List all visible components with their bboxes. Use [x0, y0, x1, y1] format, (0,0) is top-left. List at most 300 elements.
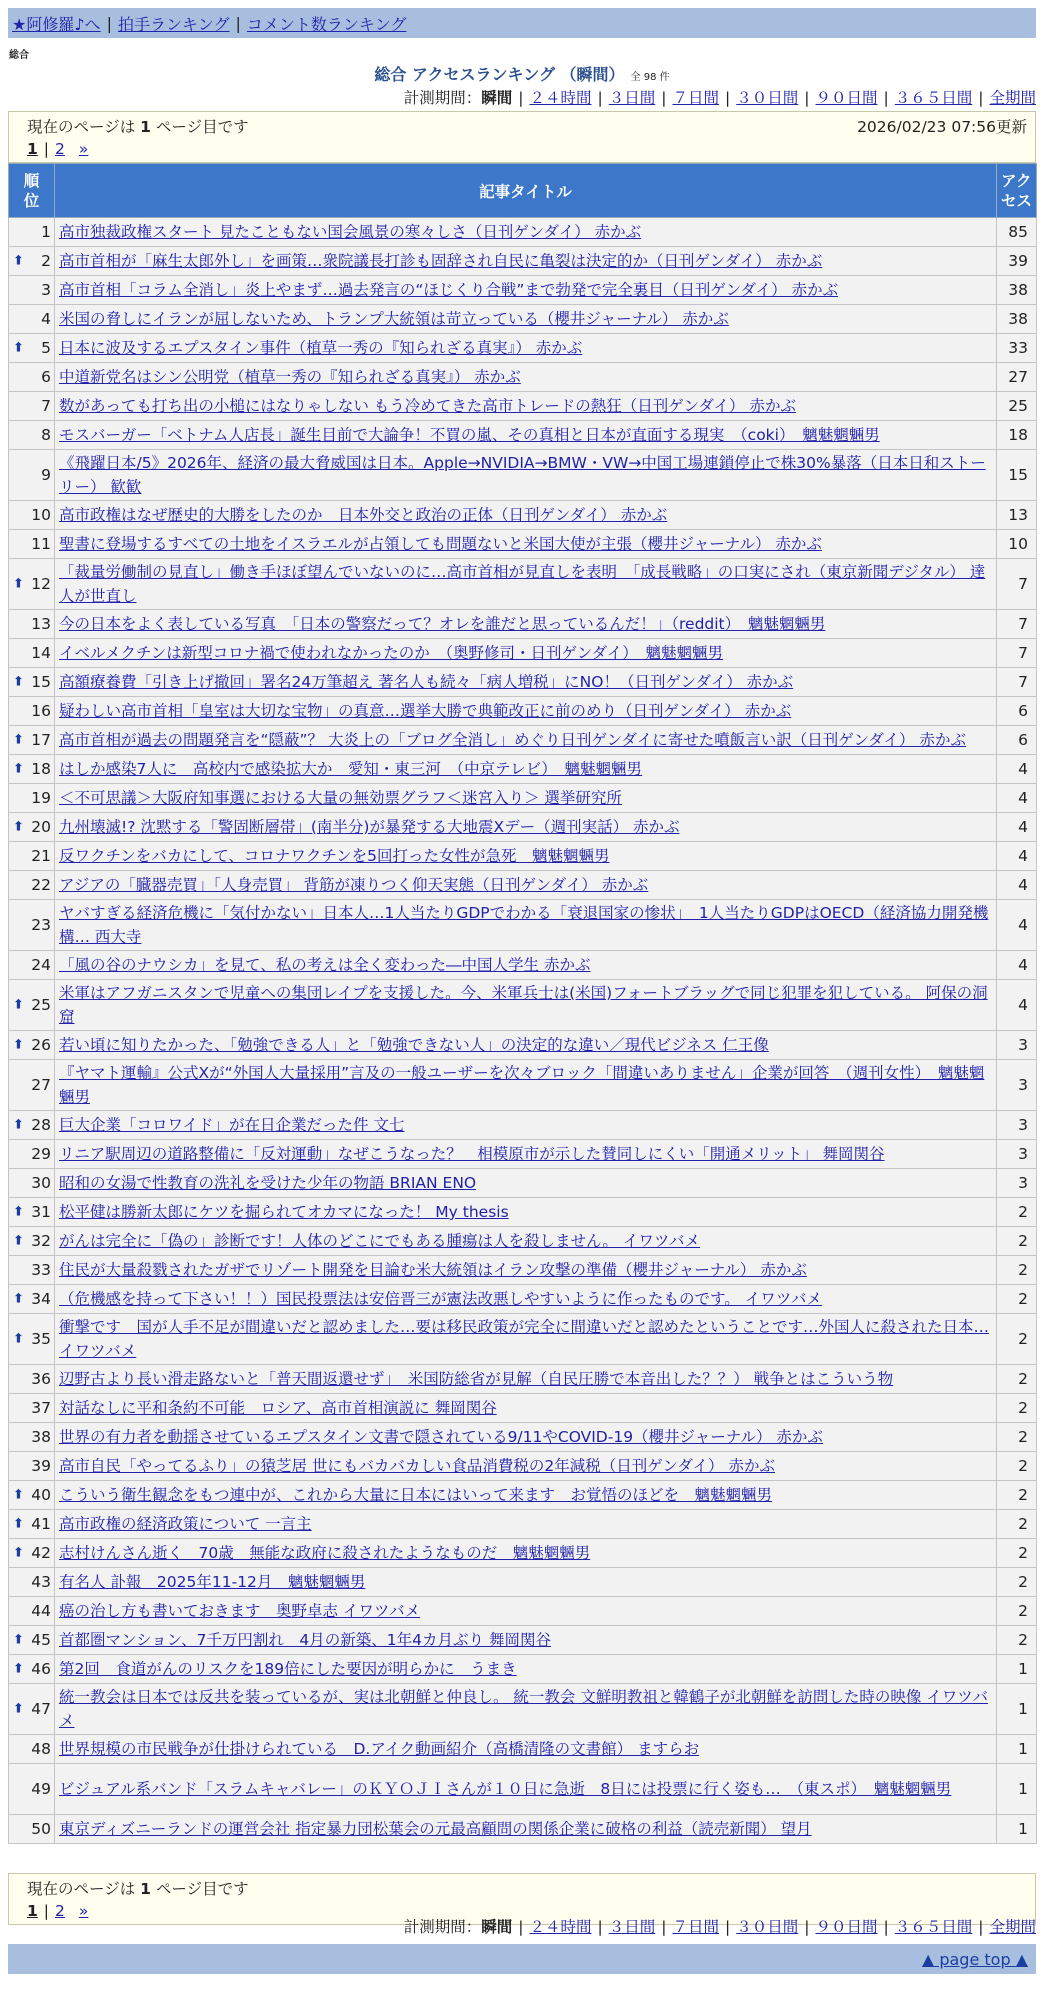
table-row — [9, 1452, 1037, 1481]
article-title-link[interactable]: 高市首相が過去の問題発言を“隠蔽”？ 大炎上の「ブログ全消し」めぐり日刊ゲンダイに寄せた噴飯言い訳（日刊ゲンダイ） 赤かぶ — [59, 731, 966, 749]
article-title-link[interactable]: （危機感を持って下さい！！）国民投票法は安倍晋三が憲法改悪しやすいように作ったものです。 イワツバメ — [59, 1290, 822, 1308]
article-title-link[interactable]: こういう衛生観念をもつ連中が、これから大量に日本にはいって来ます お覚悟のほどを 魑魅魍魎男 — [59, 1486, 773, 1504]
access-count: 1 — [997, 1684, 1037, 1735]
bottom-bar — [8, 1944, 1036, 1974]
table-row — [9, 726, 1037, 755]
up-arrow-icon: ⬆ — [13, 997, 24, 1013]
access-count: 38 — [997, 276, 1037, 305]
access-count: 2 — [997, 1314, 1037, 1365]
access-count: 2 — [997, 1227, 1037, 1256]
article-title-link[interactable]: 昭和の女湯で性教育の洗礼を受けた少年の物語 BRIAN ENO — [59, 1174, 477, 1192]
access-count: 4 — [997, 842, 1037, 871]
article-title-link[interactable]: 高市首相「コラム全消し」炎上やまず…過去発言の“ほじくり合戦”まで勃発で完全裏目（日刊ゲンダイ） 赤かぶ — [59, 281, 839, 299]
rank-cell — [9, 530, 55, 559]
rank-number: 42 — [31, 1544, 51, 1562]
title-cell — [55, 1510, 997, 1539]
rank-cell — [9, 842, 55, 871]
table-row — [9, 1735, 1037, 1764]
article-title-link[interactable]: 対話なしに平和条約不可能 ロシア、高市首相演説に 舞岡関谷 — [59, 1399, 497, 1417]
rank-cell — [9, 1684, 55, 1735]
article-title-link[interactable]: リニア駅周辺の道路整備に「反対運動」なぜこうなった？ 相模原市が示した賛同しにくい「開通メリット」 舞岡関谷 — [59, 1145, 885, 1163]
access-count: 2 — [997, 1285, 1037, 1314]
rank-number: 11 — [31, 535, 51, 553]
title-cell — [55, 755, 997, 784]
pager-bottom: 1 | 2 » — [27, 1902, 89, 1920]
rank-number: 17 — [31, 731, 51, 749]
article-title-link[interactable]: 志村けんさん逝く 70歳 無能な政府に殺されたようなものだ 魑魅魍魎男 — [59, 1544, 591, 1562]
up-arrow-icon: ⬆ — [13, 1701, 24, 1717]
title-cell — [55, 784, 997, 813]
table-row — [9, 501, 1037, 530]
rank-number: 15 — [31, 673, 51, 691]
table-row — [9, 1481, 1037, 1510]
table-row — [9, 1655, 1037, 1684]
rank-number: 48 — [31, 1740, 51, 1758]
article-title-link[interactable]: 米国の脅しにイランが屈しないため、トランプ大統領は苛立っている（櫻井ジャーナル） 赤かぶ — [59, 310, 729, 328]
pager-next[interactable]: » — [78, 140, 89, 158]
rank-number: 37 — [31, 1399, 51, 1417]
table-row — [9, 639, 1037, 668]
title-cell — [55, 951, 997, 980]
access-count: 6 — [997, 697, 1037, 726]
access-count: 1 — [997, 1655, 1037, 1684]
article-title-link[interactable]: 高市政権の経済政策について 一言主 — [59, 1515, 312, 1533]
rank-cell — [9, 1655, 55, 1684]
access-count: 2 — [997, 1510, 1037, 1539]
top-nav-bar — [8, 8, 1036, 38]
rank-number: 46 — [31, 1660, 51, 1678]
up-arrow-icon: ⬆ — [13, 1545, 24, 1561]
applause-ranking-link[interactable]: 拍手ランキング — [117, 14, 230, 34]
rank-cell — [9, 559, 55, 610]
rank-cell — [9, 1227, 55, 1256]
rank-cell — [9, 1626, 55, 1655]
title-cell — [55, 450, 997, 501]
access-count: 2 — [997, 1481, 1037, 1510]
rank-cell — [9, 450, 55, 501]
table-row — [9, 1285, 1037, 1314]
access-count: 13 — [997, 501, 1037, 530]
comment-ranking-link[interactable]: コメント数ランキング — [246, 14, 407, 34]
table-row — [9, 1198, 1037, 1227]
table-row — [9, 813, 1037, 842]
rank-cell — [9, 1314, 55, 1365]
article-title-link[interactable]: ビジュアル系バンド「スラムキャバレー」のＫＹＯＪＩさんが１０日に急逝 8日には投票に行く姿も… （東スポ） 魑魅魍魎男 — [59, 1780, 952, 1798]
table-row — [9, 421, 1037, 450]
title-cell — [55, 1764, 997, 1815]
table-row — [9, 1365, 1037, 1394]
table-row — [9, 900, 1037, 951]
article-title-link[interactable]: 疑わしい高市首相「皇室は大切な宝物」の真意…選挙大勝で典範改正に前のめり（日刊ゲンダイ） 赤かぶ — [59, 702, 792, 720]
up-arrow-icon: ⬆ — [13, 1632, 24, 1648]
article-title-link[interactable]: 第2回 食道がんのリスクを189倍にした要因が明らかに うまき — [59, 1660, 517, 1678]
rank-cell — [9, 501, 55, 530]
rank-number: 41 — [31, 1515, 51, 1533]
table-row — [9, 1539, 1037, 1568]
period-option-link[interactable]: ３６５日間 — [894, 89, 973, 107]
title-cell — [55, 1169, 997, 1198]
table-row — [9, 1314, 1037, 1365]
rank-number: 22 — [31, 876, 51, 894]
article-title-link[interactable]: はしか感染7人に 高校内で感染拡大か 愛知・東三河 （中京テレビ） 魑魅魍魎男 — [59, 760, 643, 778]
section-label: 総合 — [9, 50, 29, 61]
period-current: 瞬間 — [481, 1918, 513, 1936]
title-cell — [55, 1198, 997, 1227]
title-cell — [55, 900, 997, 951]
article-title-link[interactable]: 衝撃です 国が人手不足が間違いだと認めました…要は移民政策が完全に間違いだと認めたということです…外国人に殺された日本… イワツバメ — [59, 1318, 990, 1360]
access-count: 6 — [997, 726, 1037, 755]
rank-number: 8 — [41, 426, 51, 444]
title-cell — [55, 305, 997, 334]
rank-cell — [9, 1815, 55, 1844]
article-title-link[interactable]: 住民が大量殺戮されたガザでリゾート開発を目論む米大統領はイラン攻撃の準備（櫻井ジャーナル） 赤かぶ — [59, 1261, 807, 1279]
rank-cell — [9, 1140, 55, 1169]
article-title-link[interactable]: 「風の谷のナウシカ」を見て、私の考えは全く変わった―中国人学生 赤かぶ — [59, 956, 591, 974]
period-option-link[interactable]: ７日間 — [672, 89, 719, 107]
title-cell — [55, 813, 997, 842]
access-count: 2 — [997, 1198, 1037, 1227]
rank-number: 35 — [31, 1330, 51, 1348]
table-row — [9, 951, 1037, 980]
table-row — [9, 871, 1037, 900]
access-count: 25 — [997, 392, 1037, 421]
table-row — [9, 1031, 1037, 1060]
rank-cell — [9, 1169, 55, 1198]
title-cell — [55, 1111, 997, 1140]
title-cell — [55, 842, 997, 871]
rank-number: 5 — [41, 339, 51, 357]
period-option-link[interactable]: ２４時間 — [529, 1918, 592, 1936]
article-title-link[interactable]: 統一教会は日本では反共を装っているが、実は北朝鮮と仲良し。 統一教会 文鮮明教祖と韓鶴子が北朝鮮を訪問した時の映像 イワツバメ — [59, 1688, 988, 1730]
article-title-link[interactable]: 「裁量労働制の見直し」働き手ほぼ望んでいないのに…高市首相が見直しを表明 「成長戦略」の口実にされ（東京新聞デジタル） 達人が世直し — [59, 563, 986, 605]
up-arrow-icon: ⬆ — [13, 1037, 24, 1053]
table-row — [9, 392, 1037, 421]
rank-cell — [9, 1256, 55, 1285]
period-option-link[interactable]: ３０日間 — [736, 1918, 799, 1936]
col-header-title: 記事タイトル — [55, 164, 997, 218]
rank-cell — [9, 1510, 55, 1539]
article-title-link[interactable]: 反ワクチンをバカにして、コロナワクチンを5回打った女性が急死 魑魅魍魎男 — [59, 847, 610, 865]
rank-cell — [9, 1568, 55, 1597]
table-row — [9, 842, 1037, 871]
article-title-link[interactable]: 高市政権はなぜ歴史的大勝をしたのか 日本外交と政治の正体（日刊ゲンダイ） 赤かぶ — [59, 506, 668, 524]
article-title-link[interactable]: 癌の治し方も書いておきます 奥野卓志 イワツバメ — [59, 1602, 421, 1620]
rank-cell — [9, 1111, 55, 1140]
article-title-link[interactable]: 日本に波及するエプスタイン事件（植草一秀の『知られざる真実』） 赤かぶ — [59, 339, 583, 357]
article-title-link[interactable]: 有名人 訃報 2025年11-12月 魑魅魍魎男 — [59, 1573, 366, 1591]
access-count: 2 — [997, 1365, 1037, 1394]
access-count: 85 — [997, 218, 1037, 247]
access-count: 1 — [997, 1815, 1037, 1844]
title-cell — [55, 1423, 997, 1452]
rank-number: 3 — [41, 281, 51, 299]
rank-number: 9 — [41, 466, 51, 484]
nav-separator: | — [106, 13, 112, 33]
title-cell — [55, 1655, 997, 1684]
rank-cell — [9, 334, 55, 363]
rank-number: 33 — [31, 1261, 51, 1279]
table-row — [9, 559, 1037, 610]
rank-cell — [9, 1735, 55, 1764]
period-option-link[interactable]: ７日間 — [672, 1918, 719, 1936]
rank-number: 14 — [31, 644, 51, 662]
up-arrow-icon: ⬆ — [13, 732, 24, 748]
title-cell — [55, 1140, 997, 1169]
col-header-rank: 順位 — [9, 164, 55, 218]
title-cell — [55, 1256, 997, 1285]
rank-number: 27 — [31, 1076, 51, 1094]
rank-number: 13 — [31, 615, 51, 633]
access-count: 7 — [997, 639, 1037, 668]
rank-number: 4 — [41, 310, 51, 328]
access-count: 2 — [997, 1597, 1037, 1626]
article-title-link[interactable]: がんは完全に「偽の」診断です！人体のどこにでもある腫瘍は人を殺しません。 イワツバメ — [59, 1232, 701, 1250]
rank-cell — [9, 1198, 55, 1227]
rank-cell — [9, 1285, 55, 1314]
access-count: 33 — [997, 334, 1037, 363]
rank-number: 26 — [31, 1036, 51, 1054]
title-cell — [55, 501, 997, 530]
table-row — [9, 1256, 1037, 1285]
access-count: 2 — [997, 1423, 1037, 1452]
article-title-link[interactable]: 米軍はアフガニスタンで児童への集団レイプを支援した。今、米軍兵士は(米国)フォートブラッグで同じ犯罪を犯している。 阿保の洞窟 — [59, 984, 988, 1026]
rank-number: 30 — [31, 1174, 51, 1192]
rank-number: 12 — [31, 575, 51, 593]
rank-number: 1 — [41, 223, 51, 241]
pager-page-2[interactable]: 2 — [55, 140, 65, 158]
rank-cell — [9, 755, 55, 784]
table-row — [9, 1626, 1037, 1655]
title-cell — [55, 1597, 997, 1626]
rank-cell — [9, 668, 55, 697]
article-title-link[interactable]: 東京ディズニーランドの運営会社 指定暴力団松葉会の元最高顧問の関係企業に破格の利益（読売新聞） 望月 — [59, 1820, 812, 1838]
article-title-link[interactable]: 『ヤマト運輸』公式Xが“外国人大量採用”言及の一般ユーザーを次々ブロック「間違いありません」企業が回答 （週刊女性） 魑魅魍魎男 — [59, 1064, 985, 1106]
rank-number: 34 — [31, 1290, 51, 1308]
article-title-link[interactable]: 《飛躍日本/5》2026年、経済の最大脅威国は日本。Apple→NVIDIA→BMW・VW→中国工場連鎖停止で株30%暴落（日本日和ストーリー） 歓歓 — [59, 454, 986, 496]
rank-number: 2 — [41, 252, 51, 270]
title-cell — [55, 871, 997, 900]
rank-number: 18 — [31, 760, 51, 778]
title-cell — [55, 559, 997, 610]
rank-cell — [9, 871, 55, 900]
rank-number: 7 — [41, 397, 51, 415]
period-option-link[interactable]: ９０日間 — [815, 89, 878, 107]
rank-number: 10 — [31, 506, 51, 524]
article-title-link[interactable]: 高市独裁政権スタート 見たこともない国会風景の寒々しさ（日刊ゲンダイ） 赤かぶ — [59, 223, 642, 241]
rank-cell — [9, 1764, 55, 1815]
table-row — [9, 1060, 1037, 1111]
access-count: 2 — [997, 1452, 1037, 1481]
table-row — [9, 784, 1037, 813]
article-title-link[interactable]: 高市自民「やってるふり」の猿芝居 世にもバカバカしい食品消費税の2年減税（日刊ゲンダイ） 赤かぶ — [59, 1457, 775, 1475]
access-count: 4 — [997, 951, 1037, 980]
article-title-link[interactable]: イベルメクチンは新型コロナ禍で使われなかったのか （奥野修司・日刊ゲンダイ） 魑魅魍魎男 — [59, 644, 724, 662]
period-option-link[interactable]: ９０日間 — [815, 1918, 878, 1936]
title-cell — [55, 530, 997, 559]
page-title — [0, 62, 1044, 85]
title-cell — [55, 1285, 997, 1314]
up-arrow-icon: ⬆ — [13, 1204, 24, 1220]
table-row — [9, 755, 1037, 784]
period-option-link[interactable]: ３日間 — [608, 1918, 656, 1936]
rank-cell — [9, 813, 55, 842]
title-cell — [55, 639, 997, 668]
title-cell — [55, 610, 997, 639]
table-row — [9, 1111, 1037, 1140]
period-option-link[interactable]: ３６５日間 — [894, 1918, 973, 1936]
up-arrow-icon: ⬆ — [13, 1331, 24, 1347]
page-title-text: 総合 アクセスランキング （瞬間） — [374, 65, 625, 84]
access-count: 39 — [997, 247, 1037, 276]
rank-number: 45 — [31, 1631, 51, 1649]
table-row — [9, 610, 1037, 639]
table-row — [9, 276, 1037, 305]
table-row — [9, 1169, 1037, 1198]
title-cell — [55, 1735, 997, 1764]
access-count: 3 — [997, 1031, 1037, 1060]
title-cell — [55, 697, 997, 726]
period-selector-bottom: 計測期間：瞬間 | ２４時間 | ３日間 | ７日間 | ３０日間 | ９０日間 | ３６５日間 | 全期間 — [403, 1918, 1036, 1936]
article-title-link[interactable]: 辺野古より長い滑走路ないと「普天間返還せず」 米国防総省が見解（自民圧勝で本音出した？？） 戦争とはこういう物 — [59, 1370, 894, 1388]
table-row — [9, 1815, 1037, 1844]
article-title-link[interactable]: 今の日本をよく表している写真 「日本の警察だって？オレを誰だと思っているんだ！」（reddit） 魑魅魍魎男 — [59, 615, 826, 633]
article-title-link[interactable]: 若い頃に知りたかった、「勉強できる人」と「勉強できない人」の決定的な違い／現代ビジネス 仁王像 — [59, 1036, 769, 1054]
up-arrow-icon: ⬆ — [13, 819, 24, 835]
rank-number: 16 — [31, 702, 51, 720]
access-count: 3 — [997, 1111, 1037, 1140]
title-cell — [55, 392, 997, 421]
title-cell — [55, 1815, 997, 1844]
up-arrow-icon: ⬆ — [13, 1516, 24, 1532]
article-title-link[interactable]: アジアの「臓器売買」「人身売買」 背筋が凍りつく仰天実態（日刊ゲンダイ） 赤かぶ — [59, 876, 649, 894]
period-label: 計測期間： — [403, 1918, 482, 1936]
article-title-link[interactable]: 世界の有力者を動揺させているエプスタイン文書で隠されている9/11やCOVID-19（櫻井ジャーナル） 赤かぶ — [59, 1428, 823, 1446]
page-top-link[interactable]: ▲ page top ▲ — [921, 1949, 1028, 1969]
rank-cell — [9, 1452, 55, 1481]
title-cell — [55, 1626, 997, 1655]
pager-next[interactable]: » — [78, 1902, 89, 1920]
current-page-text: 現在のページは 1 ページ目です — [27, 118, 249, 136]
period-current: 瞬間 — [481, 89, 513, 107]
access-count: 18 — [997, 421, 1037, 450]
pager-top: 1 | 2 » — [27, 140, 89, 158]
period-option-link[interactable]: ３日間 — [608, 89, 656, 107]
table-row — [9, 1764, 1037, 1815]
table-row — [9, 305, 1037, 334]
access-count: 15 — [997, 450, 1037, 501]
access-count: 4 — [997, 784, 1037, 813]
article-title-link[interactable]: 首都圏マンション、7千万円割れ 4月の新築、1年4カ月ぶり 舞岡関谷 — [59, 1631, 551, 1649]
page-info-top — [8, 111, 1036, 163]
article-title-link[interactable]: 数があっても打ち出の小槌にはなりゃしない もう冷めてきた高市トレードの熱狂（日刊ゲンダイ） 赤かぶ — [59, 397, 796, 415]
col-header-access: アクセス — [997, 164, 1037, 218]
access-count: 4 — [997, 813, 1037, 842]
table-row — [9, 1227, 1037, 1256]
rank-cell — [9, 1031, 55, 1060]
current-page-text: 現在のページは 1 ページ目です — [27, 1880, 249, 1898]
access-count: 4 — [997, 900, 1037, 951]
ranking-table — [8, 163, 1037, 1844]
rank-number: 31 — [31, 1203, 51, 1221]
period-option-link[interactable]: ２４時間 — [529, 89, 592, 107]
period-option-link[interactable]: 全期間 — [989, 89, 1036, 107]
period-label: 計測期間： — [403, 89, 482, 107]
up-arrow-icon: ⬆ — [13, 1661, 24, 1677]
rank-cell — [9, 726, 55, 755]
up-arrow-icon: ⬆ — [13, 1487, 24, 1503]
rank-number: 47 — [31, 1700, 51, 1718]
access-count: 4 — [997, 871, 1037, 900]
title-cell — [55, 1481, 997, 1510]
article-title-link[interactable]: 聖書に登場するすべての土地をイスラエルが占領しても問題ないと米国大使が主張（櫻井ジャーナル） 赤かぶ — [59, 535, 822, 553]
table-row — [9, 1597, 1037, 1626]
rank-number: 43 — [31, 1573, 51, 1591]
article-title-link[interactable]: ＜不可思議＞大阪府知事選における大量の無効票グラフ＜迷宮入り＞ 選挙研究所 — [59, 789, 622, 807]
table-row — [9, 1394, 1037, 1423]
article-title-link[interactable]: 松平健は勝新太郎にケツを掘られてオカマになった！ My thesis — [59, 1203, 509, 1221]
period-option-link[interactable]: 全期間 — [989, 1918, 1036, 1936]
article-title-link[interactable]: 世界規模の市民戦争が仕掛けられている D.アイク動画紹介（高橋清隆の文書館） ますらお — [59, 1740, 700, 1758]
table-row — [9, 363, 1037, 392]
period-option-link[interactable]: ３０日間 — [736, 89, 799, 107]
table-row — [9, 1140, 1037, 1169]
rank-number: 21 — [31, 847, 51, 865]
pager-page-2[interactable]: 2 — [55, 1902, 65, 1920]
article-title-link[interactable]: 九州壊滅!? 沈黙する「警固断層帯」(南半分)が暴発する大地震Xデー（週刊実話） 赤かぶ — [59, 818, 680, 836]
rank-cell — [9, 951, 55, 980]
up-arrow-icon: ⬆ — [13, 674, 24, 690]
up-arrow-icon: ⬆ — [13, 761, 24, 777]
table-row — [9, 980, 1037, 1031]
rank-number: 50 — [31, 1820, 51, 1838]
rank-number: 23 — [31, 916, 51, 934]
article-title-link[interactable]: モスバーガー「ベトナム人店長」誕生目前で大論争！不買の嵐、その真相と日本が直面する現実 （coki） 魑魅魍魎男 — [59, 426, 880, 444]
table-row — [9, 247, 1037, 276]
title-cell — [55, 1060, 997, 1111]
pager-current-page: 1 — [27, 140, 38, 158]
article-title-link[interactable]: 高市首相が「麻生太郎外し」を画策…衆院議長打診も固辞され自民に亀裂は決定的か（日刊ゲンダイ） 赤かぶ — [59, 252, 823, 270]
rank-number: 32 — [31, 1232, 51, 1250]
access-count: 7 — [997, 610, 1037, 639]
access-count: 10 — [997, 530, 1037, 559]
table-row — [9, 450, 1037, 501]
rank-cell — [9, 697, 55, 726]
access-count: 7 — [997, 668, 1037, 697]
rank-cell — [9, 639, 55, 668]
article-title-link[interactable]: 巨大企業「コロワイド」が在日企業だった件 文七 — [59, 1116, 405, 1134]
up-arrow-icon: ⬆ — [13, 253, 24, 269]
rank-number: 25 — [31, 996, 51, 1014]
title-cell — [55, 1452, 997, 1481]
rank-cell — [9, 305, 55, 334]
title-cell — [55, 1031, 997, 1060]
access-count: 2 — [997, 1539, 1037, 1568]
title-cell — [55, 1684, 997, 1735]
rank-cell — [9, 1481, 55, 1510]
article-title-link[interactable]: ヤバすぎる経済危機に「気付かない」日本人…1人当たりGDPでわかる「衰退国家の惨状」 1人当たりGDPはOECD（経済協力開発機構… 西大寺 — [59, 904, 989, 946]
rank-cell — [9, 1539, 55, 1568]
table-row — [9, 530, 1037, 559]
rank-cell — [9, 610, 55, 639]
rank-cell — [9, 363, 55, 392]
title-cell — [55, 1394, 997, 1423]
title-cell — [55, 247, 997, 276]
article-title-link[interactable]: 高額療養費「引き上げ撤回」署名24万筆超え 著名人も続々「病人増税」にNO！（日刊ゲンダイ） 赤かぶ — [59, 673, 794, 691]
access-count: 38 — [997, 305, 1037, 334]
home-link[interactable]: ★阿修羅♪へ — [12, 14, 101, 34]
article-title-link[interactable]: 中道新党名はシン公明党（植草一秀の『知られざる真実』） 赤かぶ — [59, 368, 521, 386]
rank-number: 38 — [31, 1428, 51, 1446]
